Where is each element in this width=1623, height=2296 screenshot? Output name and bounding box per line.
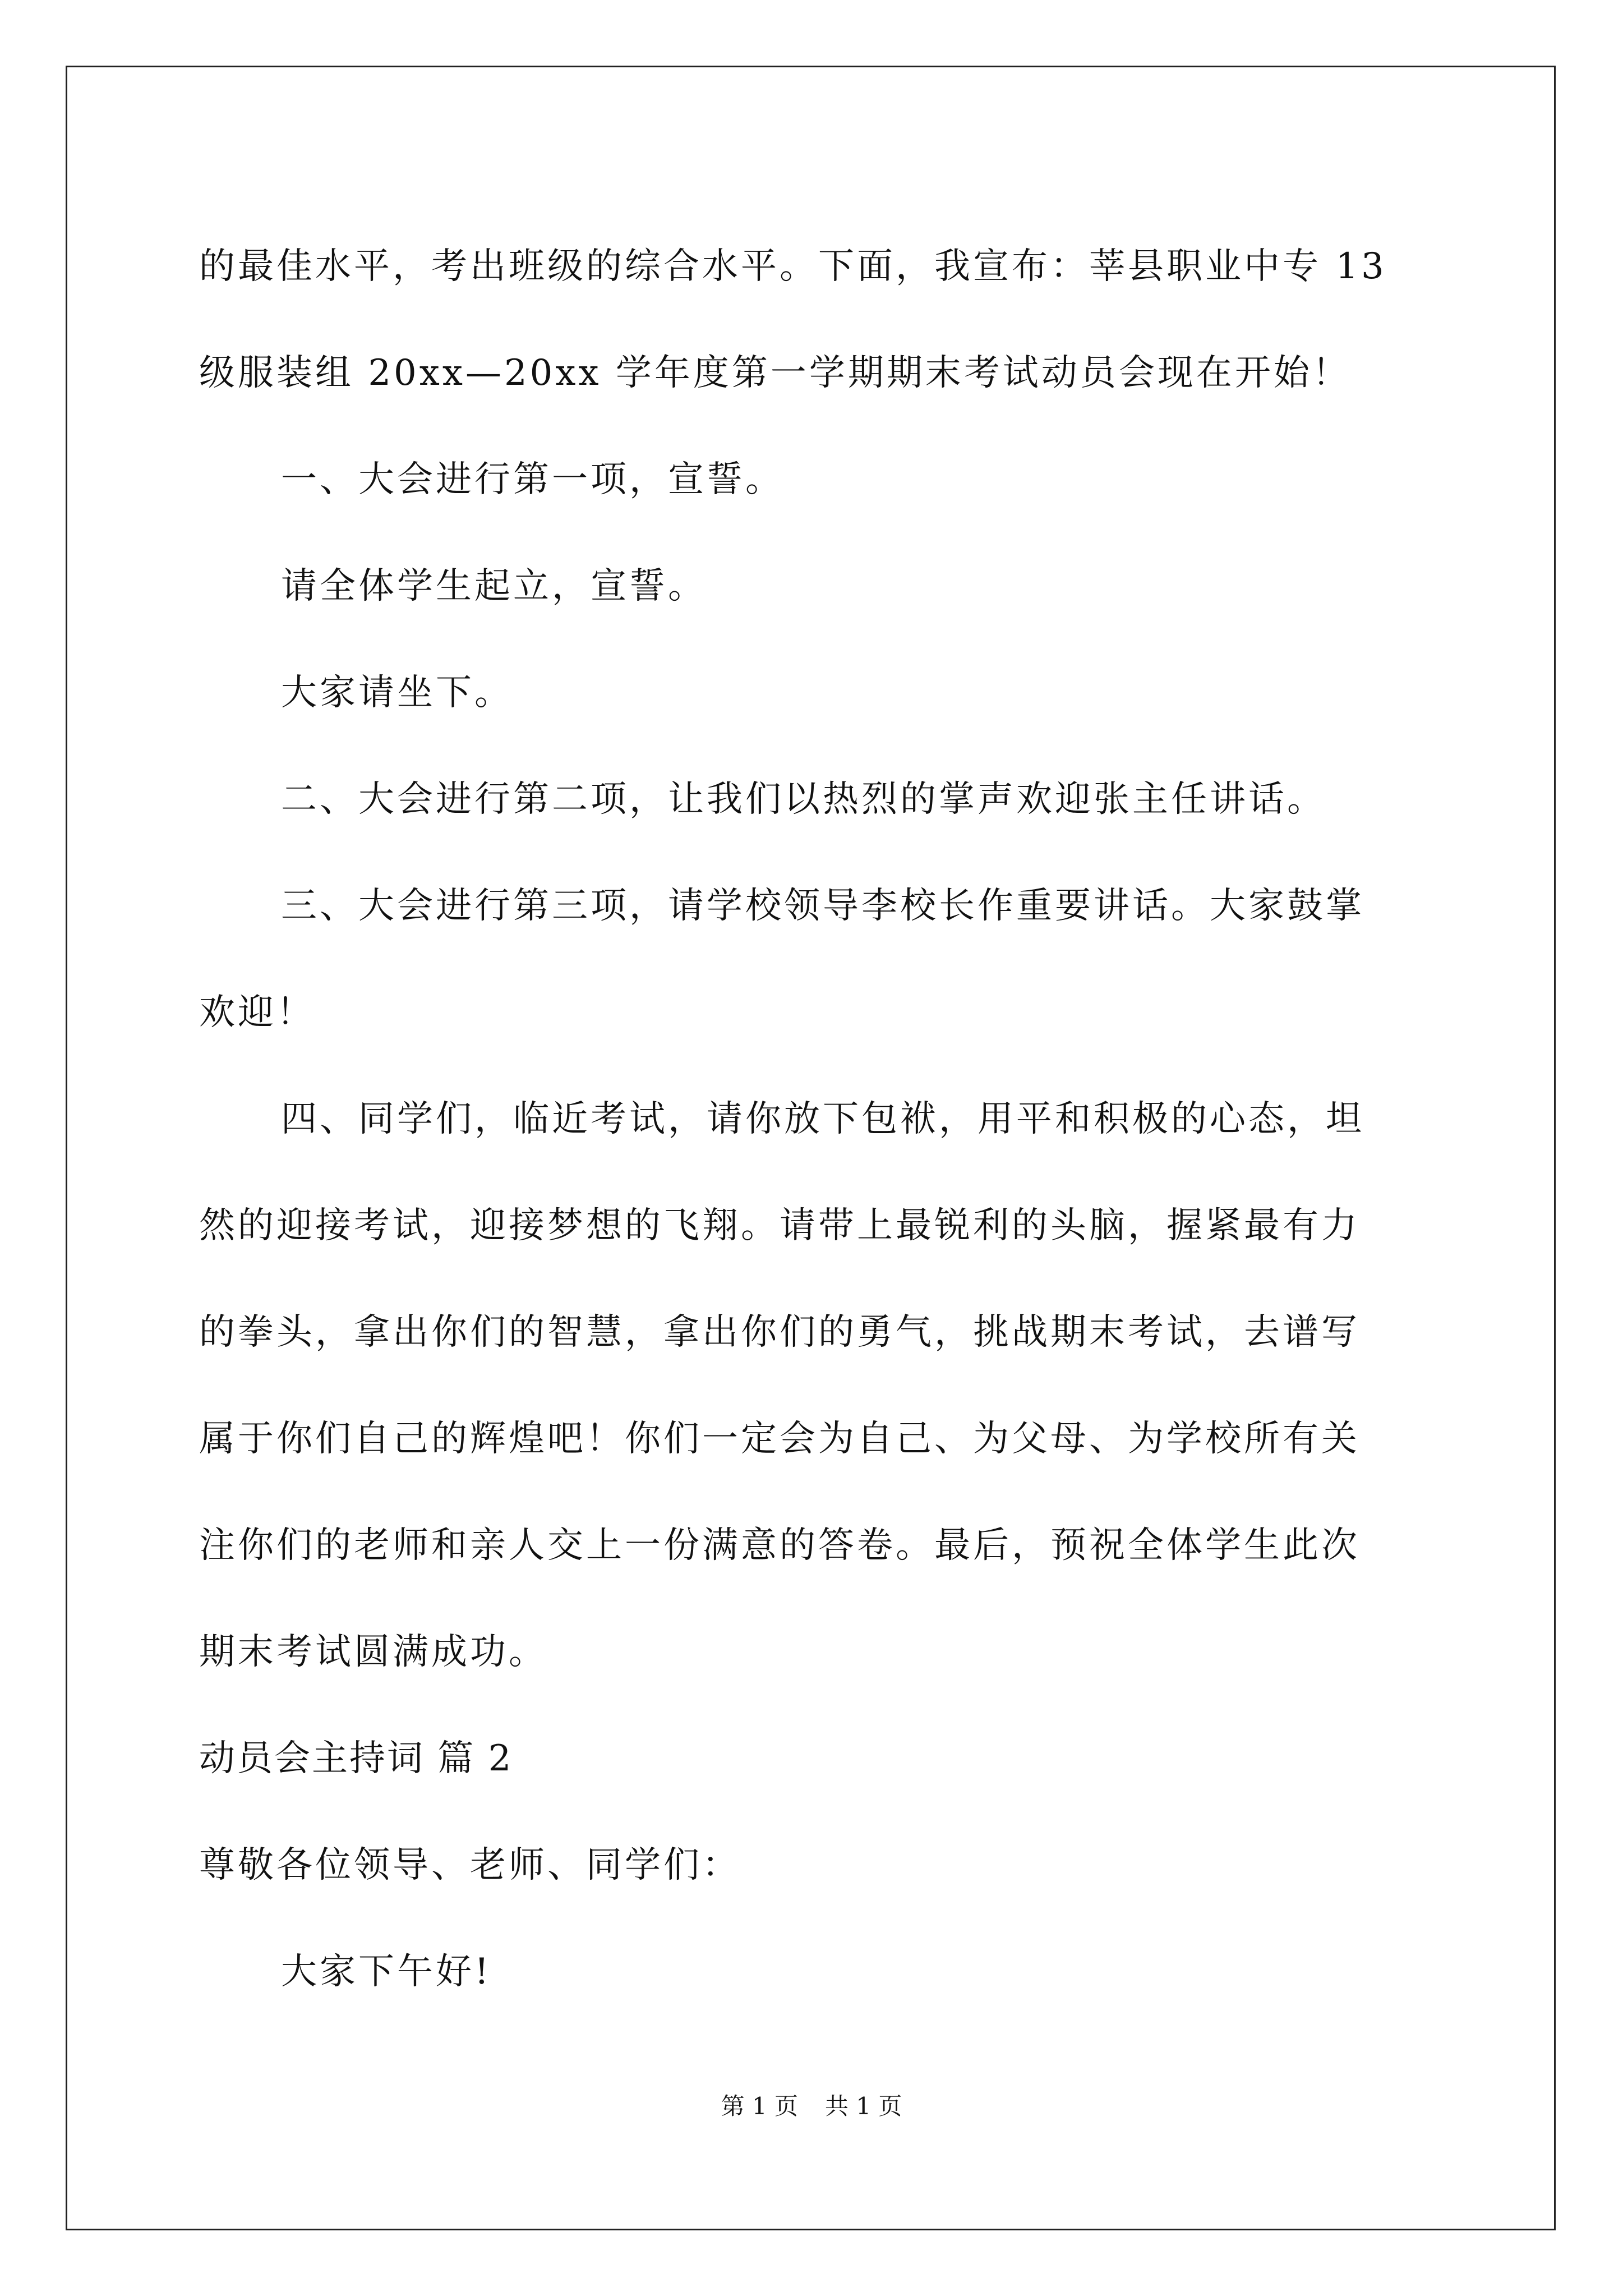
salutation: 尊敬各位领导、老师、同学们： xyxy=(199,1844,741,1886)
text-line: 注你们的老师和亲人交上一份满意的答卷。最后，预祝全体学生此次 xyxy=(199,1525,1360,1566)
text-line: 的拳头，拿出你们的智慧，拿出你们的勇气，挑战期末考试，去谱写 xyxy=(199,1312,1360,1353)
text-line: 欢迎！ xyxy=(199,992,315,1033)
text-line: 四、同学们，临近考试，请你放下包袱，用平和积极的心态，坦 xyxy=(281,1098,1364,1140)
document-body xyxy=(199,213,1424,2025)
text-line: 请全体学生起立，宣誓。 xyxy=(281,565,707,607)
section-heading: 动员会主持词 篇 2 xyxy=(199,1738,513,1779)
text-line: 二、大会进行第二项，让我们以热烈的掌声欢迎张主任讲话。 xyxy=(281,779,1326,820)
text-line: 的最佳水平，考出班级的综合水平。下面，我宣布：莘县职业中专 13 xyxy=(199,246,1387,287)
text-line: 级服装组 20xx—20xx 学年度第一学期期末考试动员会现在开始！ xyxy=(199,352,1351,394)
greeting: 大家下午好! xyxy=(281,1951,492,1993)
text-line: 三、大会进行第三项，请学校领导李校长作重要讲话。大家鼓掌 xyxy=(281,885,1364,927)
text-line: 然的迎接考试，迎接梦想的飞翔。请带上最锐利的头脑，握紧最有力 xyxy=(199,1205,1360,1246)
page-number: 第 1 页 xyxy=(721,2092,798,2120)
page-footer xyxy=(0,2090,1623,2123)
text-line: 大家请坐下。 xyxy=(281,672,513,714)
page-total: 共 1 页 xyxy=(825,2092,902,2120)
text-line: 属于你们自己的辉煌吧！你们一定会为自己、为父母、为学校所有关 xyxy=(199,1418,1360,1460)
text-line: 一、大会进行第一项，宣誓。 xyxy=(281,459,784,500)
text-line: 期末考试圆满成功。 xyxy=(199,1631,547,1673)
